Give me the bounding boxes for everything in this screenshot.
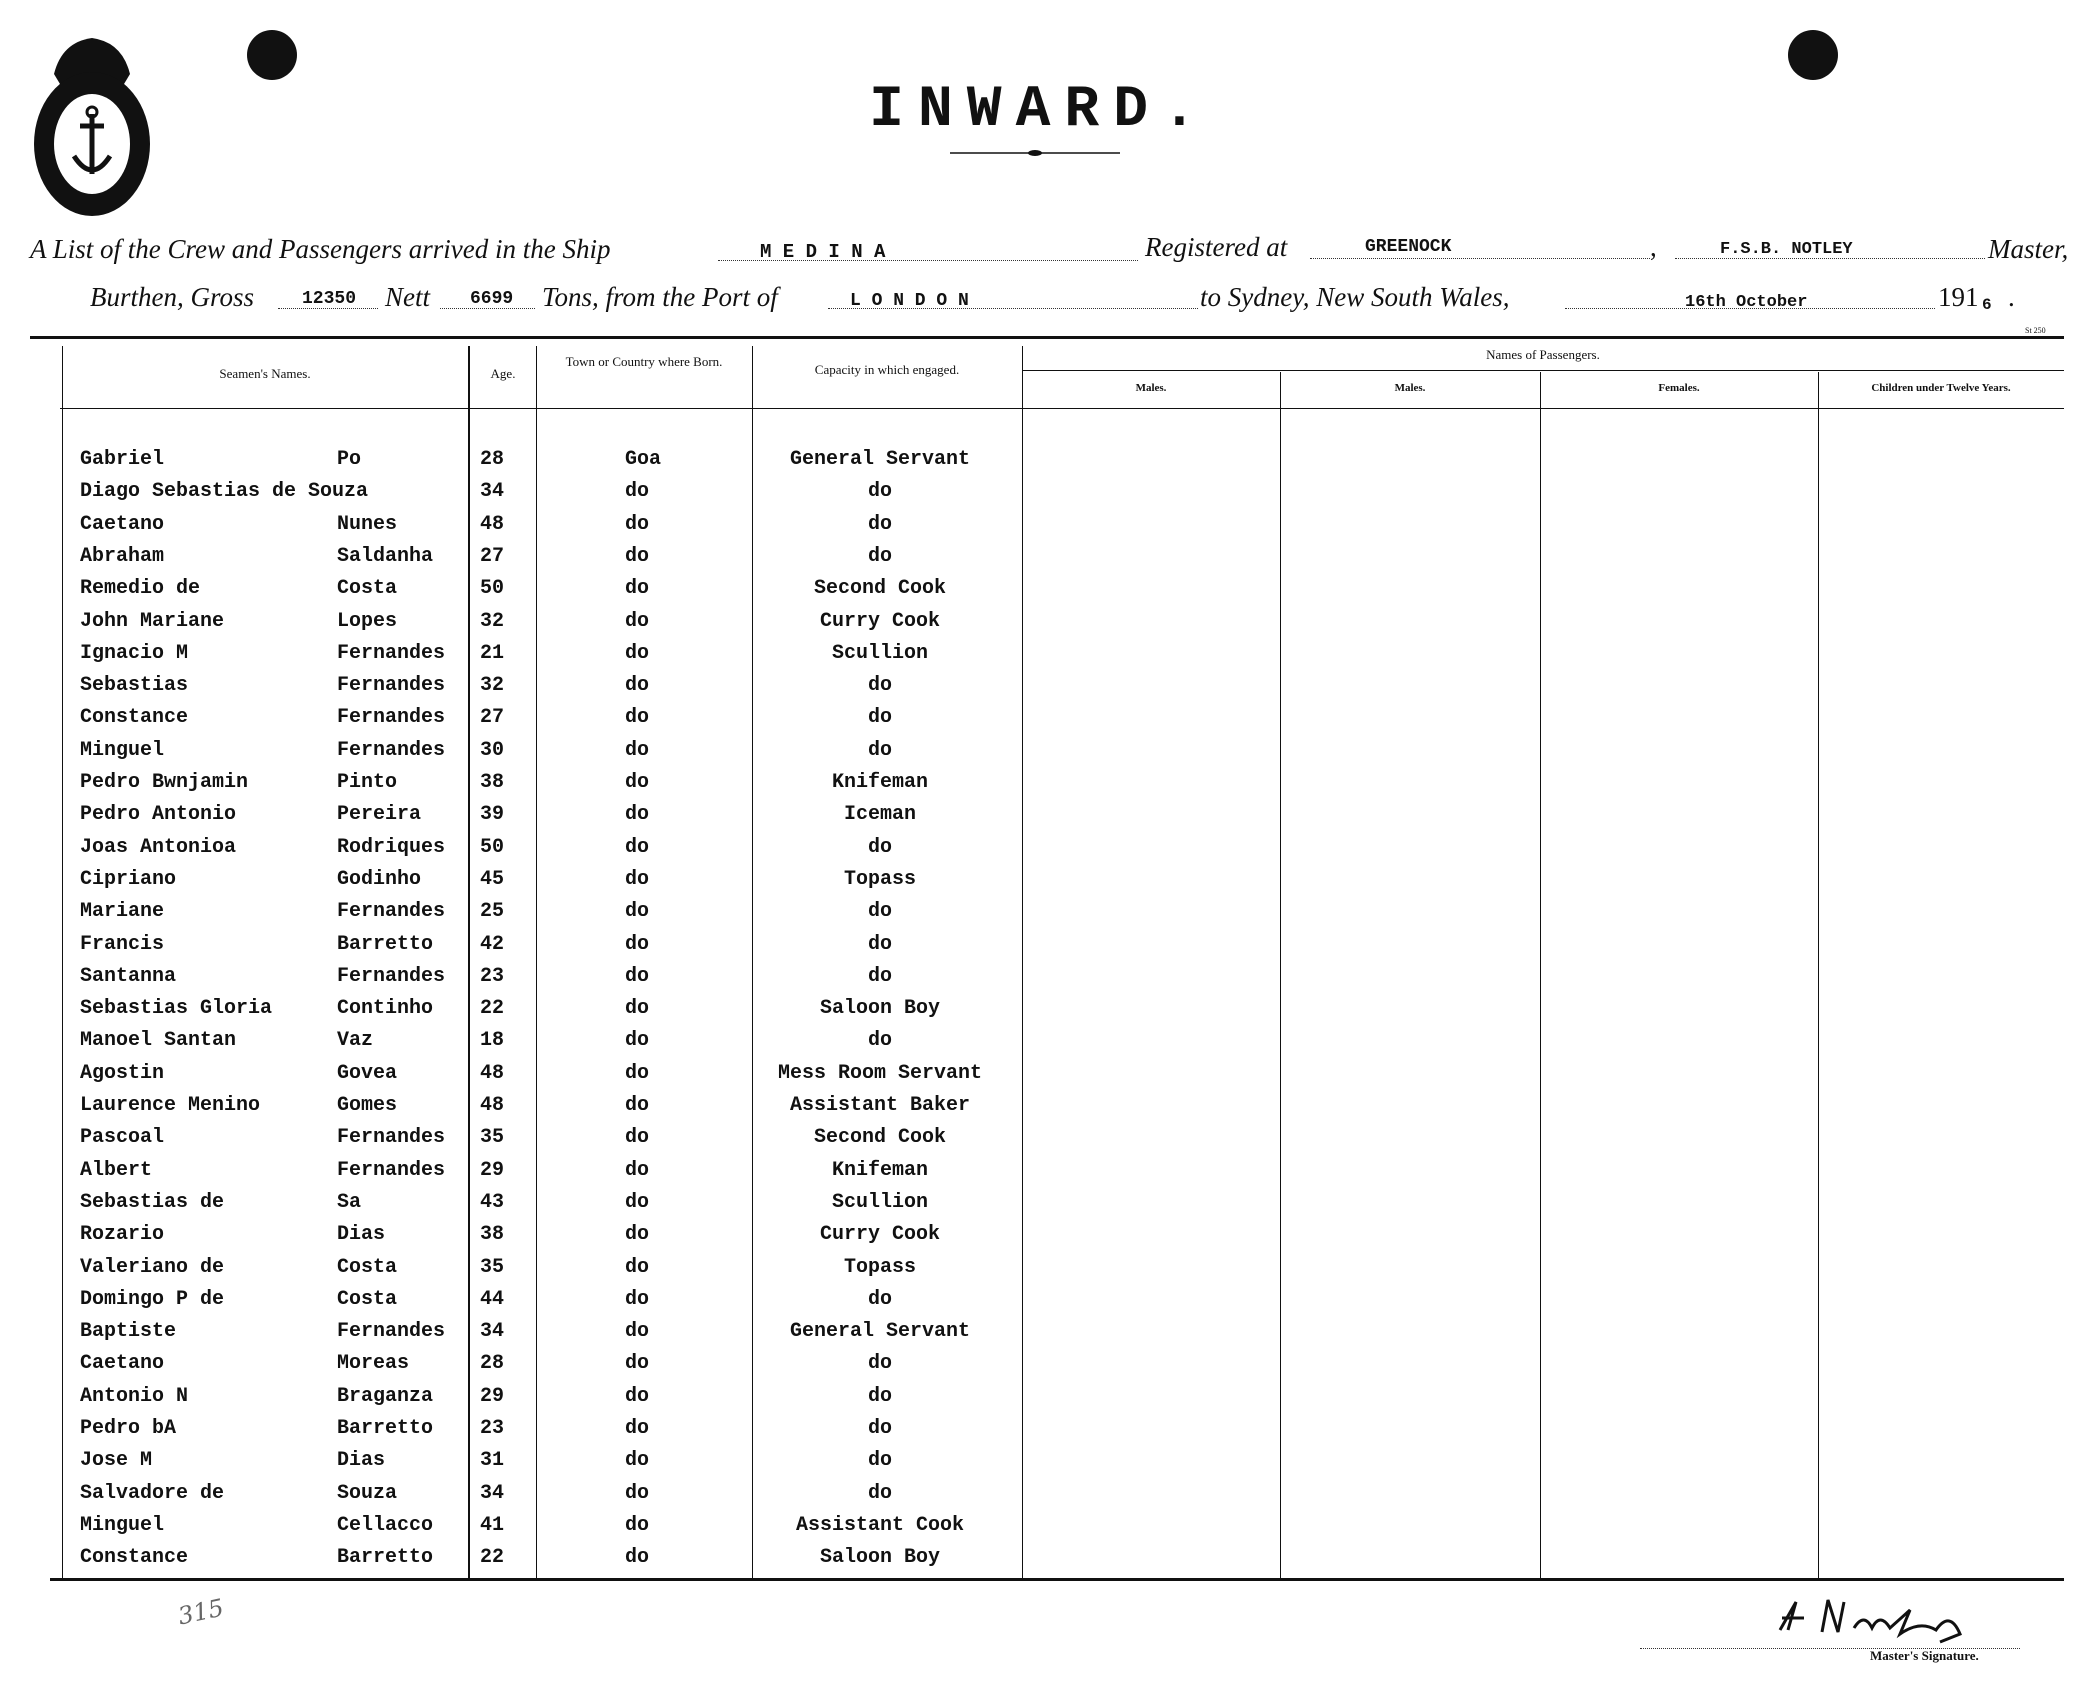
crew-birthplace: do <box>625 1094 650 1117</box>
crew-row <box>0 610 2094 640</box>
crew-row <box>0 1320 2094 1350</box>
crew-capacity: do <box>867 1385 892 1408</box>
crew-first-name: Minguel <box>80 1514 165 1537</box>
crew-capacity: do <box>867 1288 892 1311</box>
crew-birthplace: do <box>625 480 650 503</box>
gross-tons: 12350 <box>302 289 357 309</box>
crew-first-name: Laurence Menino <box>80 1094 261 1117</box>
crew-age: 39 <box>480 803 505 826</box>
crew-last-name: Costa <box>337 1256 398 1279</box>
crew-birthplace: do <box>625 1482 650 1505</box>
crew-last-name: Fernandes <box>337 900 446 923</box>
crew-first-name: Caetano <box>80 1352 165 1375</box>
crew-age: 31 <box>480 1449 505 1472</box>
crew-age: 23 <box>480 1417 505 1440</box>
crew-birthplace: do <box>625 1352 650 1375</box>
crew-row <box>0 1417 2094 1447</box>
crew-row <box>0 997 2094 1027</box>
crew-row <box>0 642 2094 672</box>
col-seamen: Seamen's Names. <box>219 366 311 381</box>
crew-first-name: Pedro Antonio <box>80 803 237 826</box>
crew-age: 29 <box>480 1385 505 1408</box>
crew-age: 38 <box>480 1223 505 1246</box>
header-line1-prefix: A List of the Crew and Passengers arrived in the Ship <box>30 234 611 264</box>
crew-first-name: Constance <box>80 706 189 729</box>
crew-row <box>0 1159 2094 1189</box>
crew-capacity: do <box>867 1029 892 1052</box>
crew-capacity: Saloon Boy <box>819 997 941 1020</box>
nett-label: Nett <box>385 282 430 312</box>
crew-age: 29 <box>480 1159 505 1182</box>
crew-row <box>0 1191 2094 1221</box>
crew-birthplace: do <box>625 706 650 729</box>
crew-last-name: Fernandes <box>337 1320 446 1343</box>
crew-last-name: Po <box>337 448 362 471</box>
crew-age: 48 <box>480 513 505 536</box>
crew-capacity: do <box>867 1449 892 1472</box>
crew-last-name: Nunes <box>337 513 398 536</box>
crew-row <box>0 1223 2094 1253</box>
crew-capacity: do <box>867 1352 892 1375</box>
crew-birthplace: do <box>625 513 650 536</box>
crew-first-name: Rozario <box>80 1223 165 1246</box>
crew-row <box>0 771 2094 801</box>
crew-capacity: Curry Cook <box>819 1223 941 1246</box>
title-ornament <box>950 148 1120 158</box>
crew-age: 38 <box>480 771 505 794</box>
col-males-2: Males. <box>1394 382 1426 394</box>
crew-first-name: Antonio N <box>80 1385 189 1408</box>
crew-birthplace: do <box>625 674 650 697</box>
col-passengers: Names of Passengers. <box>1486 347 1600 362</box>
crew-age: 34 <box>480 1320 505 1343</box>
crew-birthplace: do <box>625 1514 650 1537</box>
crew-first-name: Jose M <box>80 1449 153 1472</box>
crew-age: 28 <box>480 1352 505 1375</box>
crew-last-name: Fernandes <box>337 706 446 729</box>
crew-birthplace: do <box>625 1385 650 1408</box>
col-males-1: Males. <box>1135 382 1167 394</box>
crew-row <box>0 1514 2094 1544</box>
crew-capacity: Knifeman <box>831 771 928 794</box>
crew-age: 22 <box>480 1546 505 1569</box>
burthen-label: Burthen, Gross <box>90 282 255 312</box>
crew-capacity: do <box>867 836 892 859</box>
crew-row <box>0 1256 2094 1286</box>
crew-capacity: Second Cook <box>813 577 947 600</box>
crew-row <box>0 545 2094 575</box>
crew-birthplace: do <box>625 1449 650 1472</box>
crew-capacity: Assistant Baker <box>789 1094 971 1117</box>
crew-last-name: Godinho <box>337 868 422 891</box>
crew-age: 42 <box>480 933 505 956</box>
crew-capacity: Mess Room Servant <box>777 1062 983 1085</box>
arrival-date: 16th October <box>1685 293 1808 312</box>
crew-first-name: Pedro Bwnjamin <box>80 771 249 794</box>
crew-last-name: Dias <box>337 1223 386 1246</box>
tons-label: Tons, from the Port of <box>542 282 778 312</box>
crew-capacity: do <box>867 513 892 536</box>
crew-age: 48 <box>480 1094 505 1117</box>
crew-first-name: Sebastias <box>80 674 189 697</box>
crew-first-name: Diago Sebastias de Souza <box>80 480 369 503</box>
crew-birthplace: do <box>625 577 650 600</box>
nett-tons: 6699 <box>470 289 514 309</box>
crew-birthplace: do <box>625 900 650 923</box>
crew-last-name: Fernandes <box>337 642 446 665</box>
crew-first-name: Sebastias Gloria <box>80 997 273 1020</box>
crew-last-name: Fernandes <box>337 674 446 697</box>
crew-birthplace: do <box>625 1288 650 1311</box>
crew-row <box>0 1288 2094 1318</box>
crew-last-name: Moreas <box>337 1352 410 1375</box>
crew-birthplace: do <box>625 965 650 988</box>
crew-first-name: Baptiste <box>80 1320 177 1343</box>
crew-age: 27 <box>480 545 505 568</box>
crew-age: 44 <box>480 1288 505 1311</box>
registered-line <box>1310 258 1650 259</box>
crew-last-name: Barretto <box>337 933 434 956</box>
crew-last-name: Souza <box>337 1482 398 1505</box>
crew-age: 28 <box>480 448 505 471</box>
crew-row <box>0 1352 2094 1382</box>
crew-capacity: do <box>867 965 892 988</box>
crew-birthplace: do <box>625 1062 650 1085</box>
crew-age: 50 <box>480 836 505 859</box>
crew-capacity: Second Cook <box>813 1126 947 1149</box>
crew-age: 32 <box>480 610 505 633</box>
form-number: St 250 <box>2025 326 2046 335</box>
crew-capacity: General Servant <box>789 448 971 471</box>
col-age: Age. <box>490 366 516 381</box>
crew-first-name: Pedro bA <box>80 1417 177 1440</box>
period: . <box>2008 282 2015 312</box>
crew-last-name: Dias <box>337 1449 386 1472</box>
punch-hole-right <box>1788 30 1838 80</box>
crew-row <box>0 1094 2094 1124</box>
crew-first-name: Minguel <box>80 739 165 762</box>
crew-age: 21 <box>480 642 505 665</box>
master-label: Master, <box>1988 234 2069 264</box>
crew-capacity: do <box>867 739 892 762</box>
crew-age: 41 <box>480 1514 505 1537</box>
crew-capacity: Assistant Cook <box>795 1514 965 1537</box>
crew-birthplace: do <box>625 1191 650 1214</box>
registered-label: Registered at <box>1145 232 1288 262</box>
crew-row <box>0 739 2094 769</box>
punch-hole-left <box>247 30 297 80</box>
col-capacity: Capacity in which engaged. <box>814 362 960 377</box>
crew-row <box>0 965 2094 995</box>
crew-row <box>0 706 2094 736</box>
crew-first-name: Francis <box>80 933 165 956</box>
crew-age: 48 <box>480 1062 505 1085</box>
crew-row <box>0 577 2094 607</box>
crew-last-name: Cellacco <box>337 1514 434 1537</box>
master-name: F.S.B. NOTLEY <box>1720 240 1853 259</box>
crew-first-name: Valeriano de <box>80 1256 225 1279</box>
crew-capacity: Topass <box>843 868 916 891</box>
crew-row <box>0 1449 2094 1479</box>
crew-age: 23 <box>480 965 505 988</box>
crew-last-name: Fernandes <box>337 1159 446 1182</box>
crew-capacity: General Servant <box>789 1320 971 1343</box>
crew-age: 35 <box>480 1126 505 1149</box>
crew-capacity: do <box>867 1417 892 1440</box>
crew-first-name: Constance <box>80 1546 189 1569</box>
crew-birthplace: do <box>625 1417 650 1440</box>
crew-last-name: Pinto <box>337 771 398 794</box>
crew-last-name: Sa <box>337 1191 362 1214</box>
crew-row <box>0 836 2094 866</box>
crew-birthplace: do <box>625 610 650 633</box>
master-signature <box>1760 1590 1980 1650</box>
crew-birthplace: do <box>625 1159 650 1182</box>
crew-row <box>0 674 2094 704</box>
crew-last-name: Barretto <box>337 1417 434 1440</box>
crew-last-name: Continho <box>337 997 434 1020</box>
crew-birthplace: do <box>625 933 650 956</box>
crew-last-name: Vaz <box>337 1029 374 1052</box>
crew-capacity: Saloon Boy <box>819 1546 941 1569</box>
crew-first-name: Abraham <box>80 545 165 568</box>
crew-first-name: Joas Antonioa <box>80 836 237 859</box>
signature-label: Master's Signature. <box>1870 1648 1979 1663</box>
crew-birthplace: do <box>625 739 650 762</box>
header-bottom-rule <box>60 408 2064 409</box>
crew-capacity: do <box>867 480 892 503</box>
crew-row <box>0 868 2094 898</box>
table-bottom-rule <box>50 1578 2064 1581</box>
crew-last-name: Fernandes <box>337 739 446 762</box>
crew-row <box>0 933 2094 963</box>
crew-age: 32 <box>480 674 505 697</box>
crew-age: 22 <box>480 997 505 1020</box>
crew-birthplace: do <box>625 803 650 826</box>
crew-last-name: Lopes <box>337 610 398 633</box>
crew-row <box>0 803 2094 833</box>
col-born: Town or Country where Born. <box>565 354 723 369</box>
crew-birthplace: do <box>625 1546 650 1569</box>
col-females: Females. <box>1658 382 1700 394</box>
crew-first-name: Gabriel <box>80 448 165 471</box>
crew-last-name: Costa <box>337 577 398 600</box>
crew-first-name: Manoel Santan <box>80 1029 237 1052</box>
crew-last-name: Saldanha <box>337 545 434 568</box>
crew-last-name: Braganza <box>337 1385 434 1408</box>
crew-row <box>0 1546 2094 1576</box>
registered-port: GREENOCK <box>1365 237 1452 257</box>
crew-last-name: Fernandes <box>337 1126 446 1149</box>
crew-first-name: Domingo P de <box>80 1288 225 1311</box>
crew-first-name: Cipriano <box>80 868 177 891</box>
year-suffix: 6 <box>1982 296 1992 314</box>
crew-last-name: Costa <box>337 1288 398 1311</box>
crew-age: 27 <box>480 706 505 729</box>
crew-row <box>0 448 2094 478</box>
document-title: INWARD. <box>869 78 1211 143</box>
crew-row <box>0 1126 2094 1156</box>
crew-row <box>0 480 2094 510</box>
crew-capacity: do <box>867 1482 892 1505</box>
crew-last-name: Govea <box>337 1062 398 1085</box>
crew-birthplace: do <box>625 997 650 1020</box>
crew-first-name: Caetano <box>80 513 165 536</box>
table-top-rule <box>30 336 2064 339</box>
crew-birthplace: do <box>625 836 650 859</box>
crew-capacity: Knifeman <box>831 1159 928 1182</box>
crew-age: 34 <box>480 480 505 503</box>
crew-last-name: Pereira <box>337 803 422 826</box>
crew-capacity: do <box>867 933 892 956</box>
year-prefix: 191 <box>1938 282 1979 312</box>
crew-capacity: Curry Cook <box>819 610 941 633</box>
margin-note: 315 <box>175 1593 227 1631</box>
crew-capacity: do <box>867 706 892 729</box>
crew-age: 35 <box>480 1256 505 1279</box>
crew-age: 18 <box>480 1029 505 1052</box>
crew-birthplace: do <box>625 1256 650 1279</box>
passengers-subrule <box>1022 370 2064 371</box>
crew-birthplace: do <box>625 771 650 794</box>
crew-capacity: Topass <box>843 1256 916 1279</box>
crew-first-name: Ignacio M <box>80 642 189 665</box>
crew-first-name: John Mariane <box>80 610 225 633</box>
col-children: Children under Twelve Years. <box>1871 382 2011 394</box>
crew-age: 43 <box>480 1191 505 1214</box>
crew-last-name: Fernandes <box>337 965 446 988</box>
crew-birthplace: Goa <box>625 448 662 471</box>
crew-first-name: Albert <box>80 1159 153 1182</box>
crew-capacity: Iceman <box>843 803 916 826</box>
crew-birthplace: do <box>625 545 650 568</box>
ship-name: M E D I N A <box>760 241 886 263</box>
crew-capacity: Scullion <box>831 1191 928 1214</box>
crew-row <box>0 1029 2094 1059</box>
crew-age: 50 <box>480 577 505 600</box>
shipping-master-seal <box>32 34 152 218</box>
crew-first-name: Salvadore de <box>80 1482 225 1505</box>
crew-age: 25 <box>480 900 505 923</box>
to-label: to Sydney, New South Wales, <box>1200 282 1510 312</box>
crew-row <box>0 900 2094 930</box>
crew-age: 45 <box>480 868 505 891</box>
crew-capacity: do <box>867 545 892 568</box>
crew-birthplace: do <box>625 1320 650 1343</box>
crew-first-name: Agostin <box>80 1062 165 1085</box>
crew-capacity: do <box>867 674 892 697</box>
crew-capacity: Scullion <box>831 642 928 665</box>
crew-row <box>0 1062 2094 1092</box>
crew-first-name: Pascoal <box>80 1126 165 1149</box>
crew-last-name: Barretto <box>337 1546 434 1569</box>
crew-birthplace: do <box>625 642 650 665</box>
crew-age: 30 <box>480 739 505 762</box>
crew-row <box>0 1482 2094 1512</box>
crew-birthplace: do <box>625 1029 650 1052</box>
crew-last-name: Gomes <box>337 1094 398 1117</box>
crew-row <box>0 513 2094 543</box>
crew-last-name: Rodriques <box>337 836 446 859</box>
crew-first-name: Mariane <box>80 900 165 923</box>
from-port: L O N D O N <box>850 291 969 311</box>
crew-first-name: Remedio de <box>80 577 201 600</box>
crew-capacity: do <box>867 900 892 923</box>
crew-row <box>0 1385 2094 1415</box>
crew-birthplace: do <box>625 1126 650 1149</box>
comma: , <box>1650 232 1657 262</box>
crew-first-name: Sebastias de <box>80 1191 225 1214</box>
crew-birthplace: do <box>625 1223 650 1246</box>
crew-age: 34 <box>480 1482 505 1505</box>
crew-birthplace: do <box>625 868 650 891</box>
crew-first-name: Santanna <box>80 965 177 988</box>
